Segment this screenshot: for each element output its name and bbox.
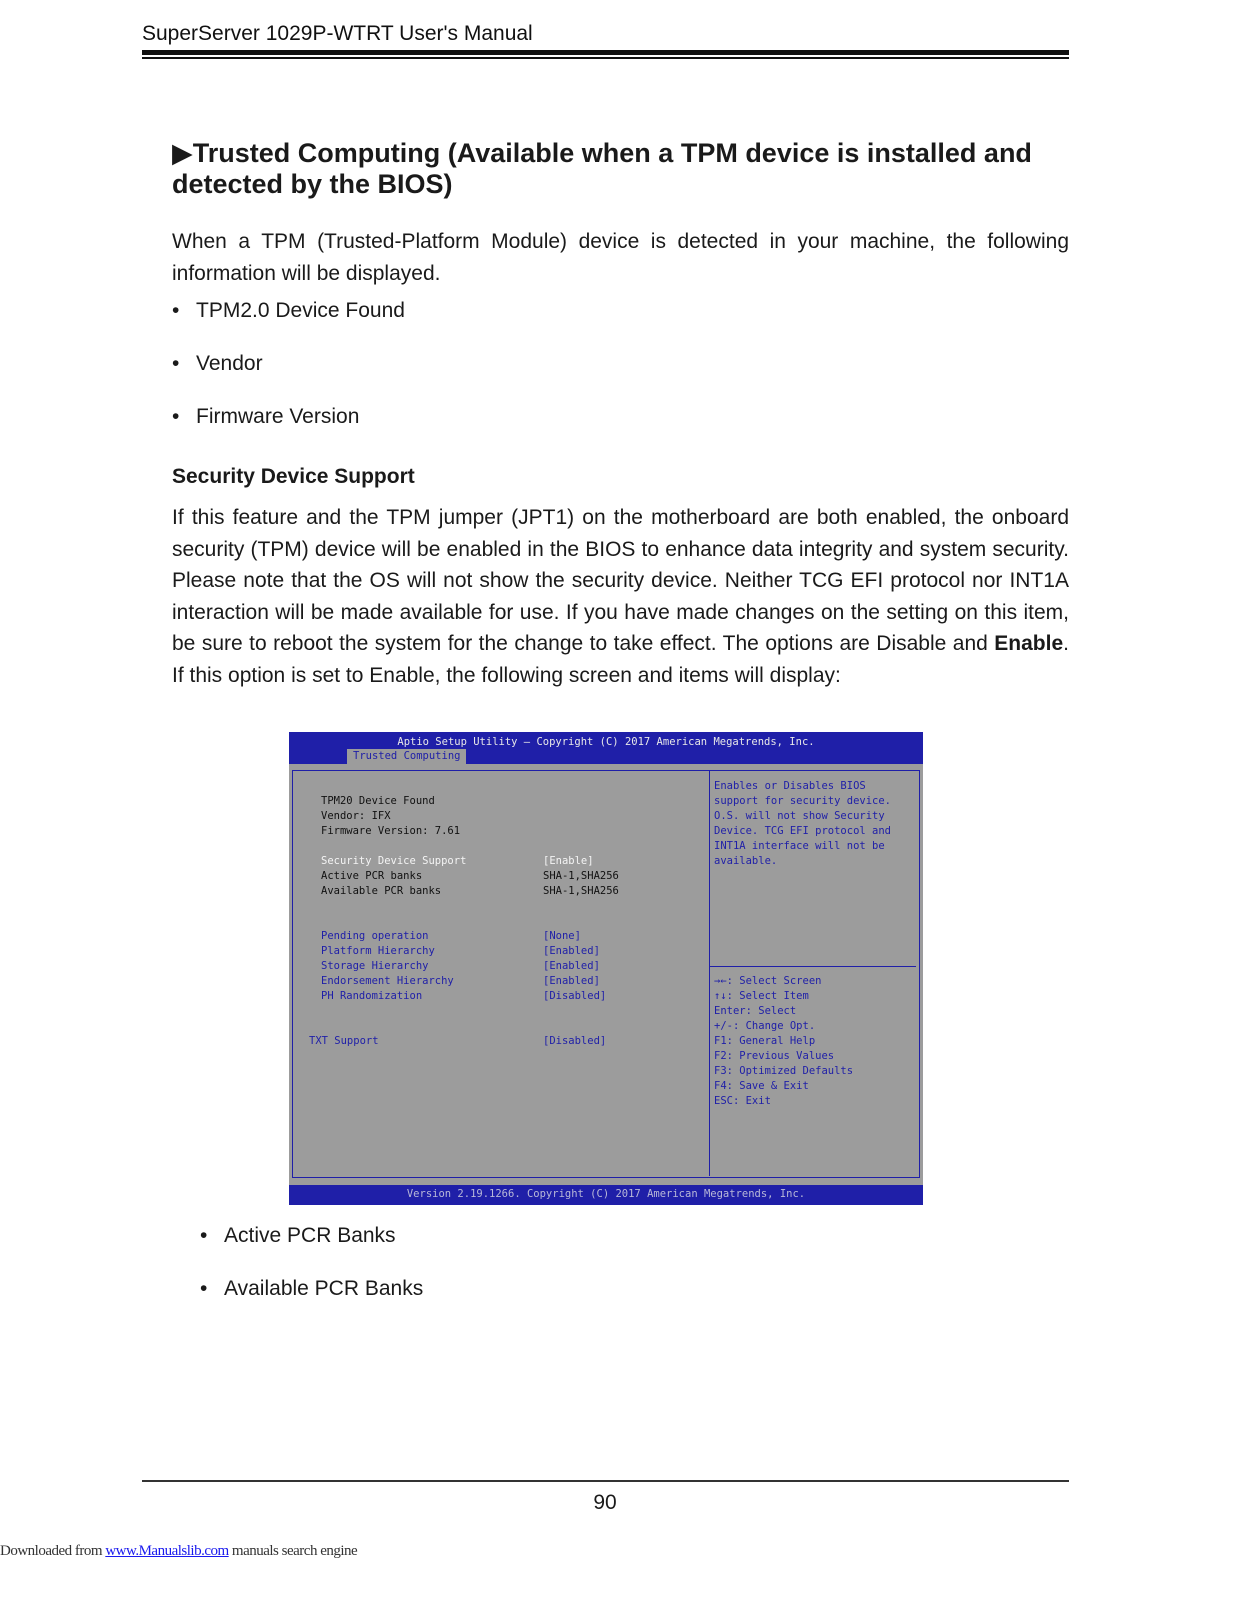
bios-key-hint: F2: Previous Values — [714, 1050, 835, 1062]
header-rule-thin — [142, 57, 1069, 59]
bios-key-hint: ↑↓: Select Item — [714, 990, 809, 1002]
bios-option-value: [Enabled] — [543, 960, 600, 972]
bios-key-hint: →←: Select Screen — [714, 975, 822, 987]
bios-option-value: [Enabled] — [543, 945, 600, 957]
bullet-icon: • — [200, 1277, 208, 1300]
bios-option-value: [Enable] — [543, 855, 594, 867]
bios-option-value: SHA-1,SHA256 — [543, 870, 619, 882]
section-heading-text: Trusted Computing (Available when a TPM device is installed and detected by the BIOS) — [172, 138, 1032, 199]
bios-help-divider — [710, 966, 916, 967]
bios-key-hint: +/-: Change Opt. — [714, 1020, 816, 1032]
bios-help-line: INT1A interface will not be — [714, 840, 885, 852]
bullet-icon: • — [172, 352, 180, 375]
bios-option-label: Active PCR banks — [321, 870, 423, 882]
bios-key-hint: ESC: Exit — [714, 1095, 771, 1107]
bios-option-label: TXT Support — [309, 1035, 379, 1047]
bios-info-line: Vendor: IFX — [321, 810, 391, 822]
bullet-icon: • — [200, 1224, 208, 1247]
bios-option-value: SHA-1,SHA256 — [543, 885, 619, 897]
subsection-heading: Security Device Support — [172, 465, 415, 488]
bios-option-label: PH Randomization — [321, 990, 423, 1002]
download-note: Downloaded from www.Manualslib.com manuals search engine — [0, 1543, 358, 1559]
bios-option-label: Pending operation — [321, 930, 429, 942]
bios-screenshot — [289, 732, 923, 1205]
bios-footer-bar — [289, 1185, 923, 1205]
bios-option-label: Available PCR banks — [321, 885, 442, 897]
running-header: SuperServer 1029P-WTRT User's Manual — [142, 22, 533, 45]
bios-option-value: [Disabled] — [543, 990, 607, 1002]
bios-info-line: Firmware Version: 7.61 — [321, 825, 461, 837]
bios-title-bar — [289, 732, 923, 764]
bios-option-value: [None] — [543, 930, 581, 942]
intro-paragraph: When a TPM (Trusted-Platform Module) device is detected in your machine, the following information will be displayed. — [172, 230, 1069, 285]
bios-option-label: Endorsement Hierarchy — [321, 975, 454, 987]
bios-help-line: O.S. will not show Security — [714, 810, 885, 822]
tab-trusted-computing: Trusted Computing — [347, 749, 466, 764]
bios-key-hint: F4: Save & Exit — [714, 1080, 809, 1092]
bullet-icon: • — [172, 299, 180, 322]
manualslib-link[interactable]: www.Manualslib.com — [105, 1543, 229, 1559]
bios-key-hint: F3: Optimized Defaults — [714, 1065, 854, 1077]
bios-key-hint: Enter: Select — [714, 1005, 797, 1017]
bios-option-label: Security Device Support — [321, 855, 467, 867]
page-number: 90 — [593, 1491, 617, 1514]
bios-help-line: available. — [714, 855, 778, 867]
bios-option-value: [Enabled] — [543, 975, 600, 987]
bios-footer: Version 2.19.1266. Copyright (C) 2017 American Megatrends, Inc. — [406, 1188, 806, 1200]
bullet-icon: • — [172, 405, 180, 428]
bios-option-value: [Disabled] — [543, 1035, 607, 1047]
arrow-icon: ▶ — [172, 138, 193, 168]
header-rule — [142, 50, 1069, 55]
bios-help-line: support for security device. — [714, 795, 892, 807]
bios-option-label: Platform Hierarchy — [321, 945, 435, 957]
bios-help-line: Enables or Disables BIOS — [714, 780, 866, 792]
bios-info-line: TPM20 Device Found — [321, 795, 435, 807]
bios-help-line: Device. TCG EFI protocol and — [714, 825, 892, 837]
bios-option-label: Storage Hierarchy — [321, 960, 429, 972]
footer-rule — [142, 1480, 1069, 1482]
bios-key-hint: F1: General Help — [714, 1035, 816, 1047]
security-paragraph: If this feature and the TPM jumper (JPT1) on the motherboard are both enabled, the onboard security (TPM) device will be enabled in the BIOS to enhance data integrity and system security. Please note that the OS will not show the security device. Neither TCG EFI protocol nor INT1A interaction will be made available for use. If you have made changes on the setting on this item, be sure to reboot the system for the change to take effect. The options are Disable and Enable. If this option is set to Enable, the following screen and items will display: — [172, 506, 1069, 687]
section-heading — [172, 138, 1072, 200]
bios-title: Aptio Setup Utility – Copyright (C) 2017 American Megatrends, Inc. — [397, 736, 815, 748]
bios-divider — [709, 770, 710, 1176]
